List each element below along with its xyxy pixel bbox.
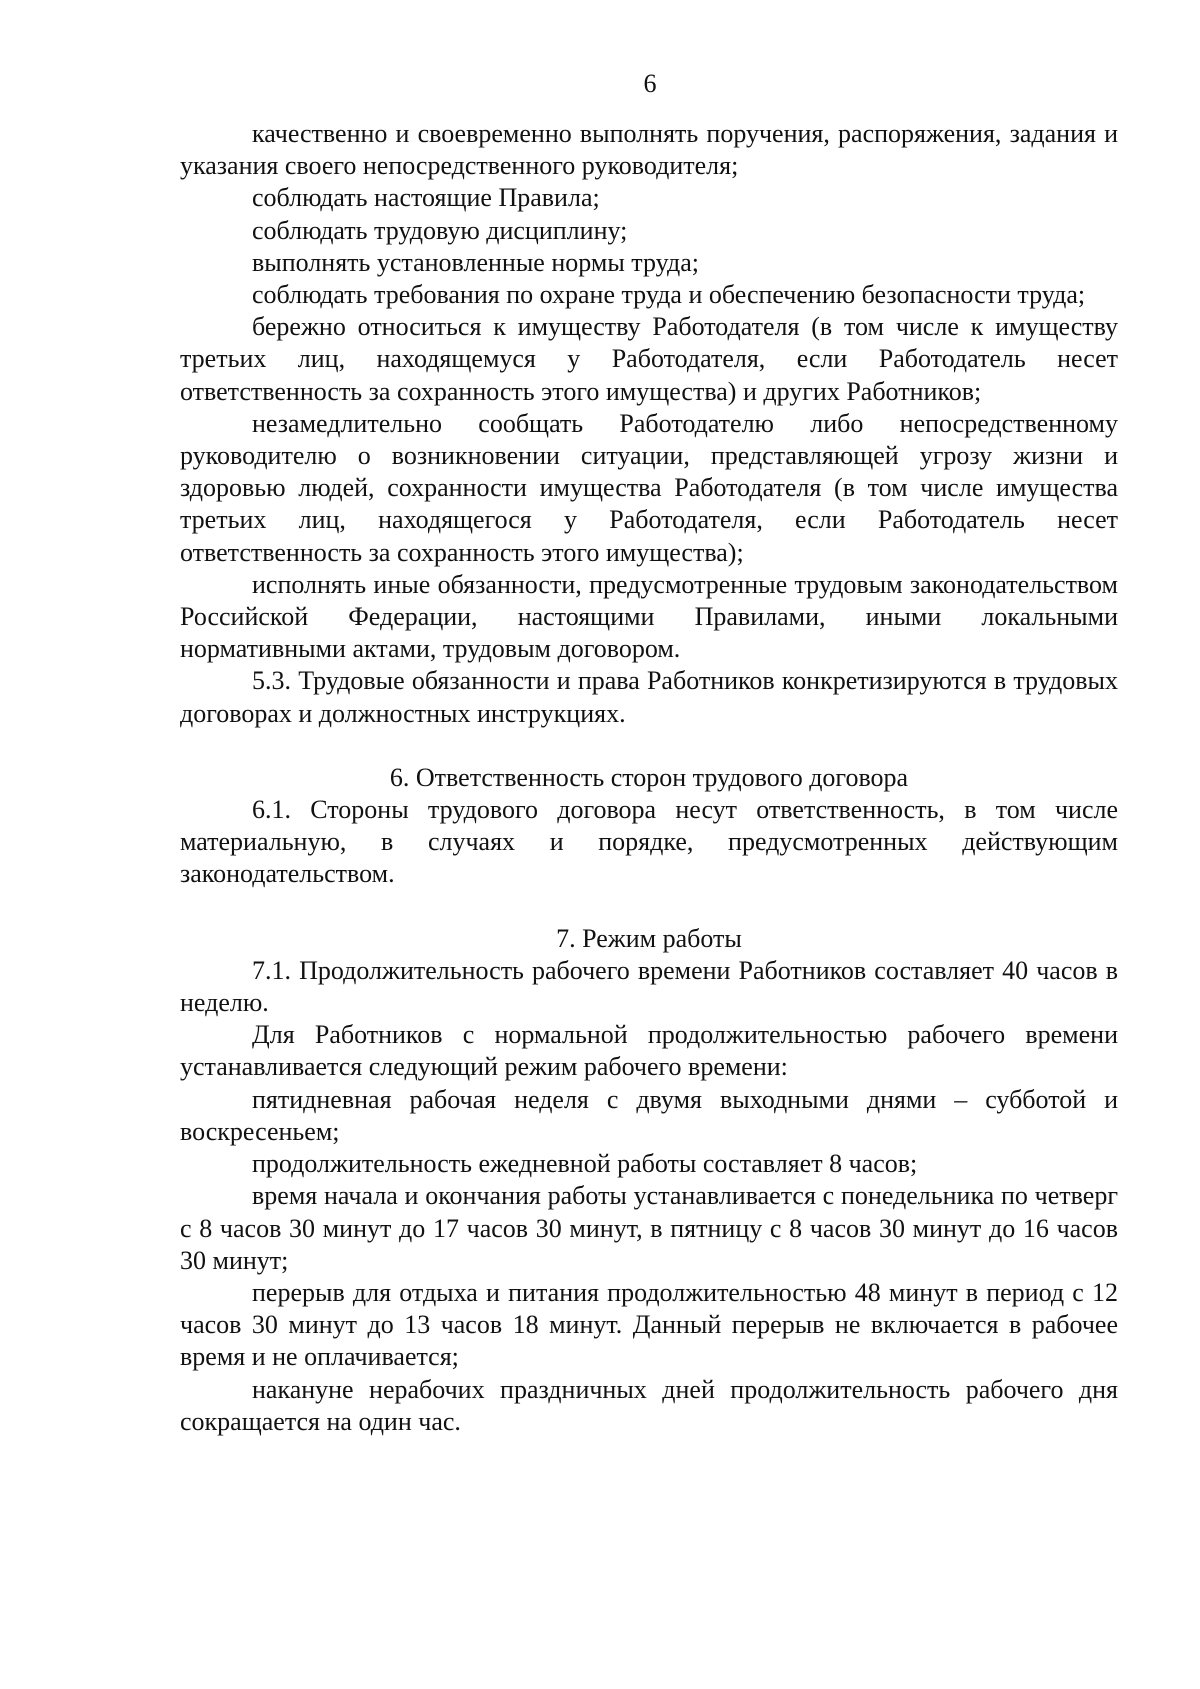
paragraph: качественно и своевременно выполнять поручения, распоряжения, задания и указания своего непосредственного руководителя; [180,119,1118,181]
paragraph: Для Работников с нормальной продолжительностью рабочего времени устанавливается следующий режим рабочего времени: [180,1020,1118,1082]
paragraph: бережно относиться к имуществу Работодателя (в том числе к имуществу третьих лиц, находящемуся у Работодателя, если Работодатель несет ответственность за сохранность этого имущества) и других Работников; [180,312,1118,406]
document-body [180,118,1118,1438]
paragraph: исполнять иные обязанности, предусмотренные трудовым законодательством Российской Федерации, настоящими Правилами, иными локальными нормативными актами, трудовым договором. [180,569,1118,664]
paragraph: 6.1. Стороны трудового договора несут ответственность, в том числе материальную, в случаях и порядке, предусмотренных действующим законодательством. [180,795,1118,889]
section-gap [180,891,1118,923]
paragraph: выполнять установленные нормы труда; [252,247,699,277]
paragraph: 7.1. Продолжительность рабочего времени Работников составляет 40 часов в неделю. [180,955,1118,1018]
paragraph: продолжительность ежедневной работы составляет 8 часов; [252,1149,918,1179]
paragraph: соблюдать трудовую дисциплину; [252,215,628,245]
section-gap [180,730,1118,762]
section-heading: 7. Режим работы [556,923,742,953]
page-number: 6 [643,69,657,98]
paragraph: перерыв для отдыха и питания продолжительностью 48 минут в период с 12 часов 30 минут до 13 часов 18 минут. Данный перерыв не включается в рабочее время и не оплачивается; [180,1277,1118,1372]
paragraph: соблюдать настоящие Правила; [252,183,600,213]
section-heading: 6. Ответственность сторон трудового договора [389,762,909,792]
paragraph: время начала и окончания работы устанавливается с понедельника по четверг с 8 часов 30 минут до 17 часов 30 минут, в пятницу с 8 часов 30 минут до 16 часов 30 минут; [180,1181,1118,1275]
paragraph: незамедлительно сообщать Работодателю либо непосредственному руководителю о возникновении ситуации, представляющей угрозу жизни и здоровью людей, сохранности имущества Работодателя (в том числе имущества третьих лиц, находящегося у Работодателя, если Работодатель несет ответственность за сохранность этого имущества); [180,408,1118,567]
paragraph: соблюдать требования по охране труда и обеспечению безопасности труда; [252,280,1086,310]
paragraph: накануне нерабочих праздничных дней продолжительность рабочего дня сокращается на один час. [180,1374,1118,1436]
paragraph: пятидневная рабочая неделя с двумя выходными днями – субботой и воскресеньем; [180,1084,1118,1146]
paragraph: 5.3. Трудовые обязанности и права Работников конкретизируются в трудовых договорах и должностных инструкциях. [180,666,1118,728]
